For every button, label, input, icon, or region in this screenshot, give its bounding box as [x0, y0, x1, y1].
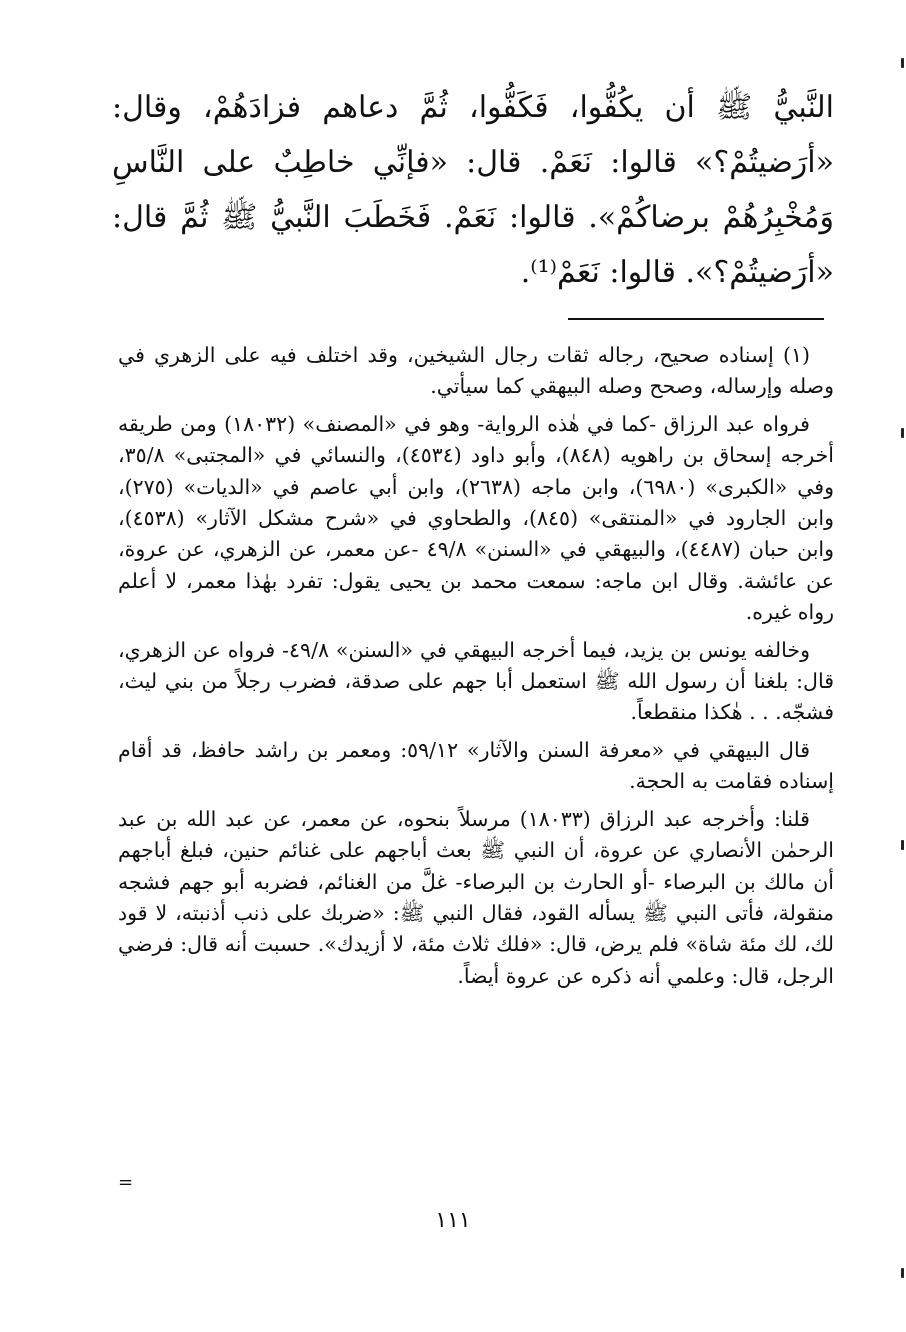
footnote-paragraph: وخالفه يونس بن يزيد، فيما أخرجه البيهقي في «السنن» ٤٩/٨- فرواه عن الزهري، قال: بلغنا أن رسول الله ﷺ استعمل أبا جهم على صدقة، فضرب رجلاً من بني ليث، فشجّه. . . هٰكذا منقطعاً. — [118, 637, 834, 725]
footnote-paragraph: قال البيهقي في «معرفة السنن والآثار» ٥٩/١٢: ومعمر بن راشد حافظ، قد أقام إسناده فقامت به الحجة. — [118, 737, 834, 794]
footnote-paragraph: قلنا: وأخرجه عبد الرزاق (١٨٠٣٣) مرسلاً بنحوه، عن معمر، عن عبد الله بن عبد الرحمٰن الأنصاري عن عروة، أن النبي ﷺ بعث أباجهم على غنائم حنين، فبلغ أباجهم أن مالك بن البرصاء -أو الحارث بن البرصاء- غلَّ من الغنائم، فضربه أبو جهم فشجه منقولة، فأتى النبي ﷺ يسأله القود، فقال النبي ﷺ: «ضربك على ذنب أذنبته، لا قود لك، لك مئة شاة» فلم يرض، قال: «فلك ثلاث مئة، لا أزيدك». حسبت أنه قال: فرضي الرجل، قال: وعلمي أنه ذكره عن عروة أيضاً. — [118, 806, 834, 988]
scan-edge-mark — [901, 58, 904, 68]
main-paragraph: النَّبيُّ ﷺ أن يكُفُّوا، فَكَفُّوا، ثُمَّ دعاهم فزادَهُمْ، وقال: «أرَضيتُمْ؟» قالوا: نَعَمْ. قال: «فإنِّي خاطِبٌ على النَّاسِ وَمُخْبِرُهُمْ برضاكُمْ». قالوا: نَعَمْ. فَخَطَبَ النَّبيُّ ﷺ ثُمَّ قال: «أرَضيتُمْ؟». قالوا: نَعَمْ⁽¹⁾. — [112, 90, 834, 290]
scan-edge-mark — [901, 840, 904, 850]
scan-edge-mark — [901, 428, 904, 438]
continuation-mark: = — [118, 1172, 134, 1193]
main-text-block — [112, 80, 834, 300]
scan-edge-mark — [901, 1268, 904, 1278]
page-number: ١١١ — [435, 1208, 471, 1233]
footnote-paragraph: (١) إسناده صحيح، رجاله ثقات رجال الشيخين، وقد اختلف فيه على الزهري في وصله وإرساله، وصحح وصله البيهقي كما سيأتي. — [118, 343, 834, 399]
footnote-paragraph: فرواه عبد الرزاق -كما في هٰذه الرواية- وهو في «المصنف» (١٨٠٣٢) ومن طريقه أخرجه إسحاق بن راهويه (٨٤٨)، وأبو داود (٤٥٣٤)، والنسائي في «المجتبى» ٣٥/٨، وفي «الكبرى» (٦٩٨٠)، وابن ماجه (٢٦٣٨)، وابن أبي عاصم في «الديات» (٢٧٥)، وابن الجارود في «المنتقى» (٨٤٥)، والطحاوي في «شرح مشكل الآثار» (٤٥٣٨)، وابن حبان (٤٤٨٧)، والبيهقي في «السنن» ٤٩/٨ -عن معمر، عن الزهري، عن عروة، عن عائشة. وقال ابن ماجه: سمعت محمد بن يحيى يقول: تفرد بهٰذا معمر، لا أعلم رواه غيره. — [118, 411, 835, 625]
footnotes-block — [118, 340, 834, 998]
footnote-separator — [568, 318, 824, 320]
